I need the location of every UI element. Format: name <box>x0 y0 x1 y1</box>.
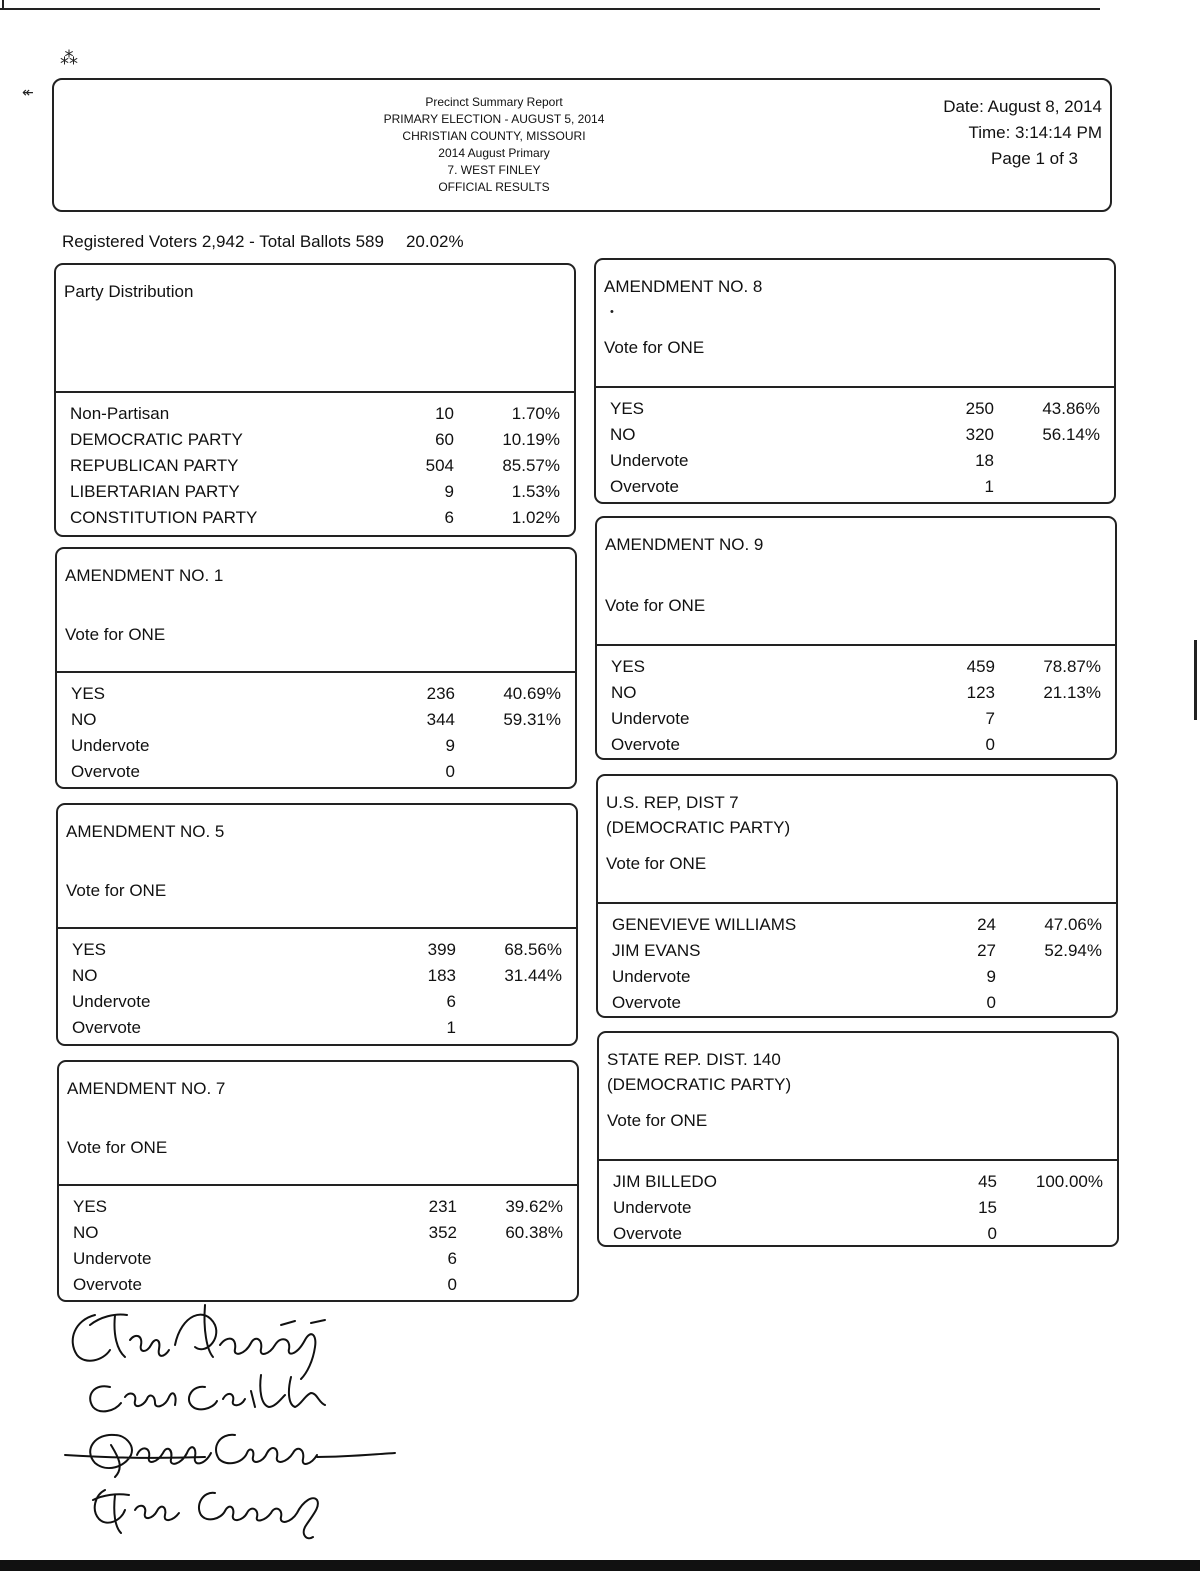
result-label: YES <box>71 684 106 703</box>
result-row <box>599 1195 1117 1221</box>
result-percent: 1.70% <box>511 404 560 423</box>
result-percent: 39.62% <box>505 1197 563 1216</box>
result-row <box>56 505 574 531</box>
scan-edge-top <box>0 8 1100 10</box>
result-row <box>597 706 1115 732</box>
contest-results <box>59 1186 577 1304</box>
contest-results <box>56 393 574 537</box>
result-count: 45 <box>978 1172 997 1191</box>
contest-title: AMENDMENT NO. 5 <box>66 822 225 841</box>
result-label: Overvote <box>71 762 140 781</box>
report-header <box>52 78 1112 212</box>
contest-header <box>56 265 574 393</box>
contest-box-state-rep-dist-140 <box>597 1031 1119 1247</box>
result-count: 320 <box>965 425 994 444</box>
report-title: Precinct Summary Report <box>425 95 563 109</box>
vote-for-instruction: Vote for ONE <box>66 881 167 900</box>
result-row <box>56 453 574 479</box>
result-count: 0 <box>447 1275 457 1294</box>
result-count: 6 <box>446 992 456 1011</box>
turnout-percent: 20.02% <box>405 232 464 251</box>
election-name: PRIMARY ELECTION - AUGUST 5, 2014 <box>383 112 605 126</box>
result-row <box>596 474 1114 500</box>
scan-mark <box>2 0 8 10</box>
result-label: DEMOCRATIC PARTY <box>70 430 243 449</box>
result-label: Undervote <box>71 736 150 755</box>
result-row <box>599 1169 1117 1195</box>
vote-for-instruction: Vote for ONE <box>604 338 705 357</box>
result-count: 7 <box>985 709 995 728</box>
result-count: 1 <box>984 477 994 496</box>
result-row <box>599 1221 1117 1247</box>
result-count: 24 <box>977 915 996 934</box>
result-count: 18 <box>975 451 994 470</box>
result-row <box>596 422 1114 448</box>
contest-box-amendment-5 <box>56 803 578 1046</box>
contest-results <box>597 646 1115 764</box>
county-name: CHRISTIAN COUNTY, MISSOURI <box>402 129 586 143</box>
result-percent: 78.87% <box>1043 657 1101 676</box>
result-count: 250 <box>965 399 994 418</box>
result-label: JIM BILLEDO <box>613 1172 717 1191</box>
result-percent: 10.19% <box>502 430 560 449</box>
result-label: NO <box>73 1223 99 1242</box>
report-date: Date: August 8, 2014 <box>943 97 1102 116</box>
contest-results <box>598 904 1116 1022</box>
result-row <box>57 681 575 707</box>
result-count: 236 <box>426 684 455 703</box>
result-percent: 31.44% <box>504 966 562 985</box>
result-label: GENEVIEVE WILLIAMS <box>612 915 797 934</box>
contest-box-amendment-1 <box>55 547 577 789</box>
result-count: 0 <box>445 762 455 781</box>
result-count: 0 <box>985 735 995 754</box>
signature-3 <box>65 1435 395 1477</box>
result-row <box>598 912 1116 938</box>
report-title-block <box>354 94 634 196</box>
result-label: YES <box>73 1197 108 1216</box>
result-label: LIBERTARIAN PARTY <box>70 482 240 501</box>
scan-edge-bottom <box>0 1560 1200 1571</box>
result-count: 0 <box>987 1224 997 1243</box>
vote-for-instruction: Vote for ONE <box>67 1138 168 1157</box>
result-row <box>57 759 575 785</box>
result-percent: 52.94% <box>1044 941 1102 960</box>
contest-box-amendment-7 <box>57 1060 579 1302</box>
contest-box-amendment-8 <box>594 258 1116 504</box>
contest-header <box>57 549 575 673</box>
result-percent: 60.38% <box>505 1223 563 1242</box>
contest-box-amendment-9 <box>595 516 1117 760</box>
contest-box-party-distribution <box>54 263 576 537</box>
result-row <box>596 448 1114 474</box>
contest-header <box>598 776 1116 904</box>
result-row <box>57 733 575 759</box>
result-count: 123 <box>966 683 995 702</box>
result-count: 6 <box>444 508 454 527</box>
result-label: NO <box>71 710 97 729</box>
result-row <box>597 732 1115 758</box>
result-row <box>58 989 576 1015</box>
speck-mark: ↞ <box>22 84 34 100</box>
vote-for-instruction: Vote for ONE <box>606 854 707 873</box>
contest-header <box>59 1062 577 1186</box>
result-label: YES <box>610 399 645 418</box>
result-label: JIM EVANS <box>612 941 701 960</box>
result-count: 9 <box>986 967 996 986</box>
signature-4 <box>93 1490 318 1538</box>
result-count: 459 <box>966 657 995 676</box>
result-label: Undervote <box>610 451 689 470</box>
result-count: 9 <box>445 736 455 755</box>
signature-1 <box>73 1305 325 1379</box>
result-label: Undervote <box>612 967 691 986</box>
contest-results <box>599 1161 1117 1253</box>
result-percent: 85.57% <box>502 456 560 475</box>
speck-mark: ⁂ <box>60 48 78 68</box>
contest-title: AMENDMENT NO. 1 <box>65 566 224 585</box>
result-label: Undervote <box>73 1249 152 1268</box>
result-label: Undervote <box>611 709 690 728</box>
contest-title-line: (DEMOCRATIC PARTY) <box>606 818 791 837</box>
result-label: CONSTITUTION PARTY <box>70 508 258 527</box>
result-percent: 56.14% <box>1042 425 1100 444</box>
result-label: Undervote <box>72 992 151 1011</box>
registered-voters-text: Registered Voters 2,942 - Total Ballots 589 <box>62 232 384 251</box>
result-count: 6 <box>447 1249 457 1268</box>
result-row <box>59 1246 577 1272</box>
contest-results <box>58 929 576 1047</box>
result-label: Overvote <box>613 1224 682 1243</box>
contest-header <box>599 1033 1117 1161</box>
result-label: Overvote <box>611 735 680 754</box>
result-percent: 21.13% <box>1043 683 1101 702</box>
contest-title-line: (DEMOCRATIC PARTY) <box>607 1075 792 1094</box>
result-percent: 1.53% <box>511 482 560 501</box>
result-count: 15 <box>978 1198 997 1217</box>
result-label: YES <box>72 940 107 959</box>
contest-title: AMENDMENT NO. 9 <box>605 535 764 554</box>
result-label: NO <box>611 683 637 702</box>
contest-box-us-rep-dist-7 <box>596 774 1118 1018</box>
result-percent: 47.06% <box>1044 915 1102 934</box>
result-percent: 40.69% <box>503 684 561 703</box>
speck-mark: • <box>610 306 614 318</box>
contest-results <box>57 673 575 791</box>
result-row <box>597 680 1115 706</box>
result-row <box>59 1220 577 1246</box>
result-count: 231 <box>428 1197 457 1216</box>
result-percent: 68.56% <box>504 940 562 959</box>
vote-for-instruction: Vote for ONE <box>607 1111 708 1130</box>
result-count: 60 <box>435 430 454 449</box>
result-row <box>56 427 574 453</box>
result-percent: 43.86% <box>1042 399 1100 418</box>
results-status: OFFICIAL RESULTS <box>438 180 550 194</box>
result-count: 183 <box>427 966 456 985</box>
result-row <box>58 937 576 963</box>
contest-title-line: STATE REP. DIST. 140 <box>607 1050 781 1069</box>
result-count: 1 <box>446 1018 456 1037</box>
contest-title <box>606 790 790 840</box>
result-count: 9 <box>444 482 454 501</box>
result-label: YES <box>611 657 646 676</box>
result-count: 399 <box>427 940 456 959</box>
contest-results <box>596 388 1114 506</box>
contest-title: AMENDMENT NO. 8 <box>604 277 763 296</box>
result-count: 10 <box>435 404 454 423</box>
result-row <box>596 396 1114 422</box>
contest-header <box>597 518 1115 646</box>
result-row <box>58 1015 576 1041</box>
result-percent: 1.02% <box>511 508 560 527</box>
result-row <box>597 654 1115 680</box>
result-label: REPUBLICAN PARTY <box>70 456 239 475</box>
report-meta <box>882 94 1102 172</box>
result-row <box>598 964 1116 990</box>
result-percent: 59.31% <box>503 710 561 729</box>
result-count: 504 <box>425 456 454 475</box>
result-row <box>58 963 576 989</box>
contest-header <box>596 260 1114 388</box>
scan-edge-right <box>1194 640 1197 720</box>
result-count: 27 <box>977 941 996 960</box>
result-label: Non-Partisan <box>70 404 170 423</box>
report-time: Time: 3:14:14 PM <box>968 123 1102 142</box>
vote-for-instruction: Vote for ONE <box>65 625 166 644</box>
handwritten-signatures <box>55 1295 415 1545</box>
result-label: NO <box>72 966 98 985</box>
result-label: Overvote <box>72 1018 141 1037</box>
contest-title-line: U.S. REP, DIST 7 <box>606 793 739 812</box>
contest-title <box>607 1047 791 1097</box>
result-label: NO <box>610 425 636 444</box>
result-count: 0 <box>986 993 996 1012</box>
result-label: Undervote <box>613 1198 692 1217</box>
result-row <box>59 1194 577 1220</box>
primary-name: 2014 August Primary <box>438 146 550 160</box>
result-label: Overvote <box>612 993 681 1012</box>
registered-voters-summary <box>62 232 464 252</box>
result-label: Overvote <box>73 1275 142 1294</box>
page-number: Page 1 of 3 <box>991 149 1078 168</box>
result-count: 352 <box>428 1223 457 1242</box>
result-label: Overvote <box>610 477 679 496</box>
result-row <box>57 707 575 733</box>
contest-header <box>58 805 576 929</box>
vote-for-instruction: Vote for ONE <box>605 596 706 615</box>
result-row <box>598 990 1116 1016</box>
signature-2 <box>90 1375 325 1411</box>
contest-title: AMENDMENT NO. 7 <box>67 1079 226 1098</box>
result-row <box>56 401 574 427</box>
result-percent: 100.00% <box>1035 1172 1103 1191</box>
contest-title: Party Distribution <box>64 282 194 301</box>
result-row <box>598 938 1116 964</box>
result-row <box>56 479 574 505</box>
result-count: 344 <box>426 710 455 729</box>
precinct-name: 7. WEST FINLEY <box>447 163 541 177</box>
